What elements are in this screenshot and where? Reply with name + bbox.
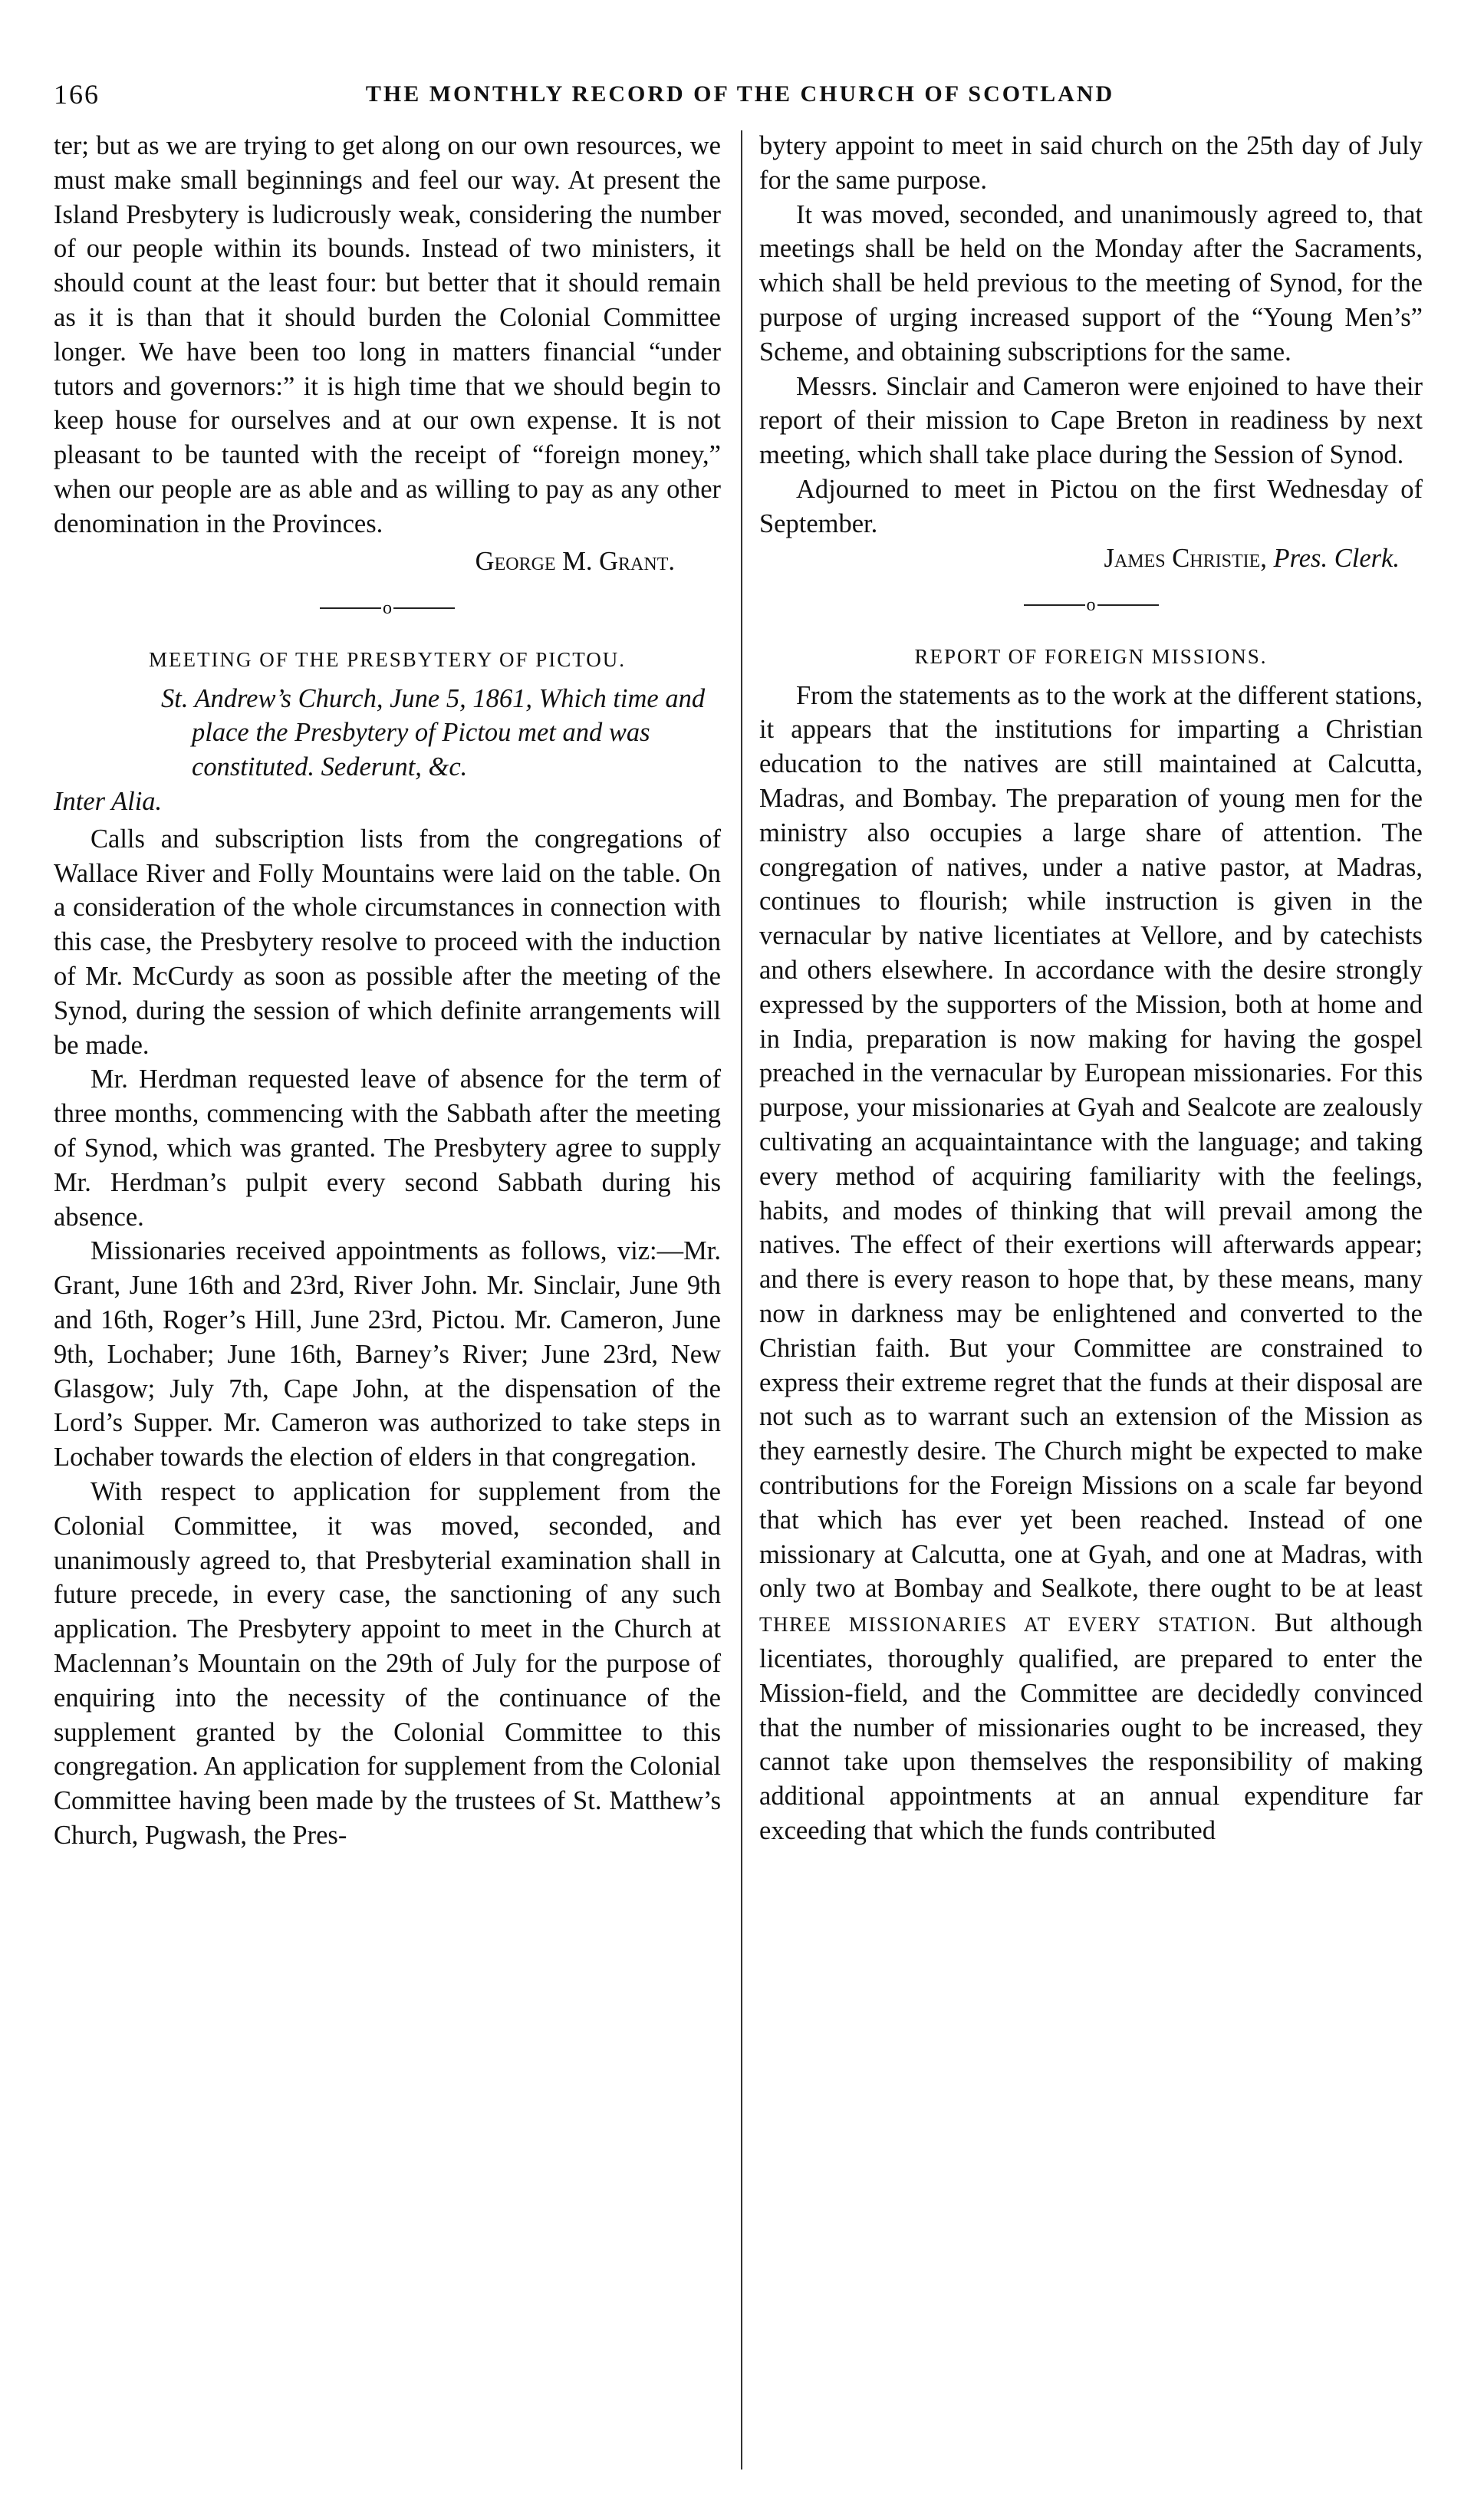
paragraph-cape-breton: Messrs. Sinclair and Cameron were enjoined to have their report of their mission to Cape Breton in readiness by next meeting, which shall take place during the Session of Synod. [759,371,1423,470]
column-divider [741,130,742,2469]
separator-line-right [393,607,455,609]
presbytery-heading: MEETING OF THE PRESBYTERY OF PICTOU. [148,647,627,671]
separator-line-right [1097,604,1159,606]
paragraph-herdman: Mr. Herdman requested leave of absence for the term of three months, commencing with the Sabbath after the meeting of Synod, which was granted. The Presbytery agree to supply Mr. Herdman’s pulpit every second Sabbath during his absence. [54,1064,721,1232]
paragraph-missionaries: Missionaries received appointments as follows, viz:—Mr. Grant, June 16th and 23rd, River John. Mr. Sinclair, June 9th and 16th, Roger’s Hill, June 23rd, Pictou. Mr. Cameron, June 9th, Lochaber; June 16th, Barney’s River; June 23rd, New Glasgow; July 7th, Cape John, at the dispensation of the Lord’s Supper. Mr. Cameron was authorized to take steps in Lochaber towards the election of elders in that congregation. [54,1236,721,1472]
signature-christie [759,541,1423,576]
inter-alia-label: Inter Alia. [54,787,163,817]
section-separator [54,595,721,619]
paragraph-foreign-missions [759,679,1423,1848]
report-emphasis: THREE MISSIONARIES AT EVERY STATION. [759,1613,1257,1637]
continuation-paragraph: ter; but as we are trying to get along on our own resources, we must make small beginnings and feel our way. At present the Island Presbytery is ludicrously weak, considering the number of our people within its bounds. Instead of two ministers, it should count at the least four: but better that it should remain as it is than that it should burden the Colonial Committee longer. We have been too long in matters financial “under tutors and governors:” it is high time that we should begin to keep house for ourselves and at our own expense. It is not pleasant to be taunted with the receipt of “foreign money,” when our people are as able and as willing to pay as any other denomination in the Provinces. [54,131,721,538]
foreign-missions-heading: REPORT OF FOREIGN MISSIONS. [914,644,1268,668]
meeting-date-line: St. Andrew’s Church, June 5, 1861, Which time and place the Presbytery of Pictou met and was constituted. Sederunt, &c. [161,683,706,782]
paragraph-calls: Calls and subscription lists from the congregations of Wallace River and Folly Mountains were laid on the table. On a consideration of the whole circumstances in connection with this case, the Presbytery resolve to proceed with the induction of Mr. McCurdy as soon as possible after the meeting of the Synod, during the session of which definite arrangements will be made. [54,824,721,1060]
separator-mark: o [383,597,392,618]
left-column [54,129,721,1853]
separator-line-left [1024,604,1085,606]
paragraph-meetings: It was moved, seconded, and unanimously agreed to, that meetings shall be held on the Monday after the Sacraments, which shall be held previous to the meeting of Synod, for the purpose of urging increased support of the “Young Men’s” Scheme, and obtaining subscriptions for the same. [759,199,1423,367]
paragraph-pugwash-continued: bytery appoint to meet in said church on the 25th day of July for the same purpose. [759,131,1423,195]
journal-title: THE MONTHLY RECORD OF THE CHURCH OF SCOTLAND [365,81,1115,107]
report-text-part2: But although licentiates, thoroughly qualified, are prepared to enter the Mission-field, and the Committee are decidedly convinced that the number of missionaries ought to be increased, they cannot take upon themselves the responsibility of making additional appointments at an annual expenditure far exceeding that which the funds contributed [759,1608,1423,1845]
paragraph-adjourned: Adjourned to meet in Pictou on the first Wednesday of September. [759,474,1423,538]
page-number: 166 [54,79,100,110]
report-text-part1: From the statements as to the work at the different stations, it appears that the institutions for imparting a Christian education to the natives are still maintained at Calcutta, Madras, and Bombay. The preparation of young men for the ministry also occupies a large share of attention. The congregation of natives, under a native pastor, at Madras, continues to flourish; while instruction is given in the vernacular by native licentiates at Vellore, and by catechists and others elsewhere. In accordance with the desire strongly expressed by the supporters of the Mission, both at home and in India, preparation is now making for having the gospel preached in the vernacular by European missionaries. For this purpose, your missionaries at Gyah and Sealcote are zealously cultivating an acquaintaintance with the language; and taking every method of acquiring familiarity with the feelings, habits, and modes of thinking that will prevail among the natives. The effect of their exertions will afterwards appear; and there is every reason to hope that, by these means, many now in darkness may be enlightened and converted to the Christian faith. But your Committee are constrained to express their extreme regret that the funds at their disposal are not such as to warrant such an extension of the Mission as they earnestly desire. The Church might be expected to make contributions for the Foreign Missions on a scale far beyond that which has ever yet been reached. Instead of one missionary at Calcutta, one at Gyah, and one at Madras, with only two at Bombay and Sealkote, there ought to be at least [759,680,1423,1604]
signature-grant: George M. Grant. [475,546,675,576]
signature-name: James Christie, [1104,543,1267,573]
right-column [759,129,1423,1848]
separator-mark: o [1086,594,1096,615]
section-separator-right [759,592,1423,616]
separator-line-left [320,607,381,609]
paragraph-supplement: With respect to application for supplement from the Colonial Committee, it was moved, seconded, and unanimously agreed to, that Presbyterial examination shall in future precede, in every case, the sanctioning of any such application. The Presbytery appoint to meet in the Church at Maclennan’s Mountain on the 29th of July for the purpose of enquiring into the necessity of the continuance of the supplement granted by the Colonial Committee to this congregation. An application for supplement from the Colonial Committee having been made by the trustees of St. Matthew’s Church, Pugwash, the Pres- [54,1476,721,1850]
signature-title: Pres. Clerk. [1273,543,1400,573]
running-head [54,71,1426,117]
